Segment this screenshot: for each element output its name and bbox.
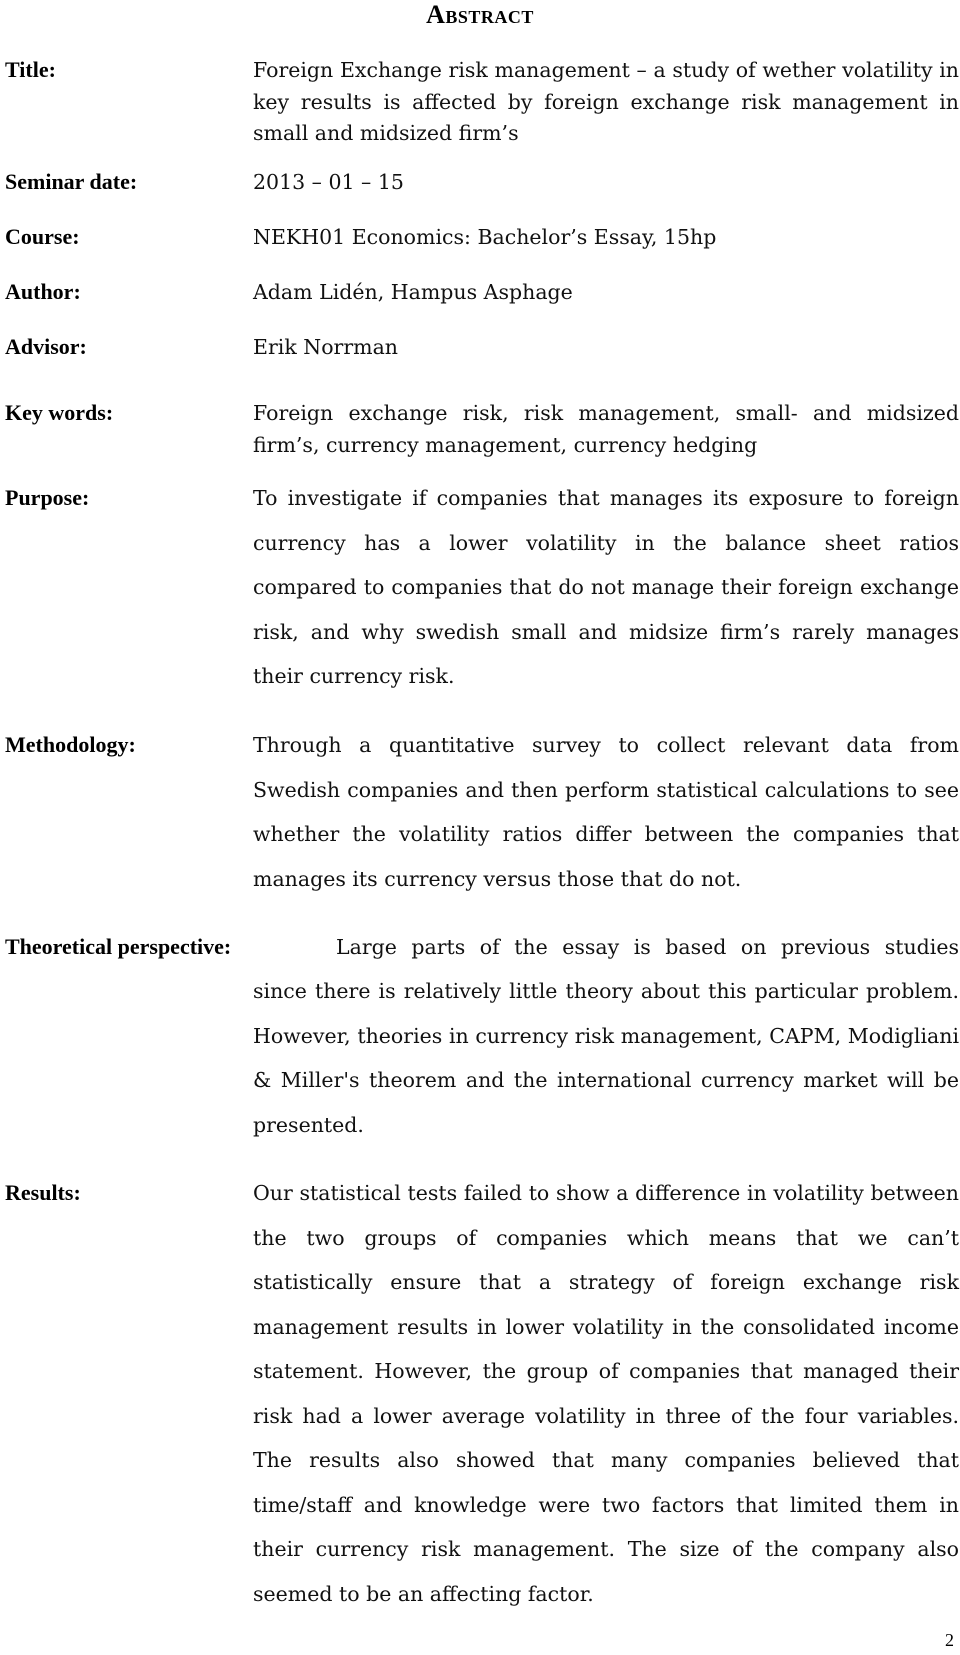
page-number: 2 — [945, 1630, 954, 1650]
advisor-value: Erik Norrman — [253, 335, 399, 359]
key-words-label: Key words: — [5, 400, 114, 425]
seminar-date-label: Seminar date: — [5, 169, 138, 194]
theoretical-perspective-value: since there is relatively little theory about this particular problem. However, theories in currency risk management, CAPM, Modigliani & Miller's theorem and the international currency market will be presented. — [253, 979, 959, 1137]
purpose-value: To investigate if companies that manages its exposure to foreign currency has a lower volatility in the balance sheet ratios compared to companies that do not manage their foreign exchange risk, and why swedish small and midsize firm’s rarely manages their currency risk. — [253, 486, 959, 688]
course-label: Course: — [5, 224, 80, 249]
title-label: Title: — [5, 57, 56, 82]
author-label: Author: — [5, 279, 81, 304]
seminar-date-value: 2013 – 01 – 15 — [253, 170, 404, 194]
theoretical-perspective-value-first-line: Large parts of the essay is based on previous studies — [336, 935, 959, 959]
results-value: Our statistical tests failed to show a difference in volatility between the two groups of companies which means that we can’t statistically ensure that a strategy of foreign exchange risk management results in lower volatility in the consolidated income statement. However, the group of companies that managed their risk had a lower average volatility in three of the four variables. The results also showed that many companies believed that time/staff and knowledge were two factors that limited them in their currency risk management. The size of the company also seemed to be an affecting factor. — [253, 1181, 959, 1606]
methodology-value: Through a quantitative survey to collect relevant data from Swedish companies and then perform statistical calculations to see whether the volatility ratios differ between the companies that manages its currency versus those that do not. — [253, 733, 959, 891]
key-words-value: Foreign exchange risk, risk management, small- and midsized firm’s, currency management, currency hedging — [253, 401, 959, 457]
abstract-heading: Abstract — [426, 0, 534, 29]
title-value: Foreign Exchange risk management – a study of wether volatility in key results is affected by foreign exchange risk management in small and midsized firm’s — [253, 58, 959, 145]
course-value: NEKH01 Economics: Bachelor’s Essay, 15hp — [253, 225, 717, 249]
advisor-label: Advisor: — [5, 334, 87, 359]
author-value: Adam Lidén, Hampus Asphage — [253, 280, 573, 304]
theoretical-perspective-label: Theoretical perspective: — [5, 934, 232, 959]
purpose-label: Purpose: — [5, 485, 90, 510]
methodology-label: Methodology: — [5, 732, 136, 757]
results-label: Results: — [5, 1180, 81, 1205]
